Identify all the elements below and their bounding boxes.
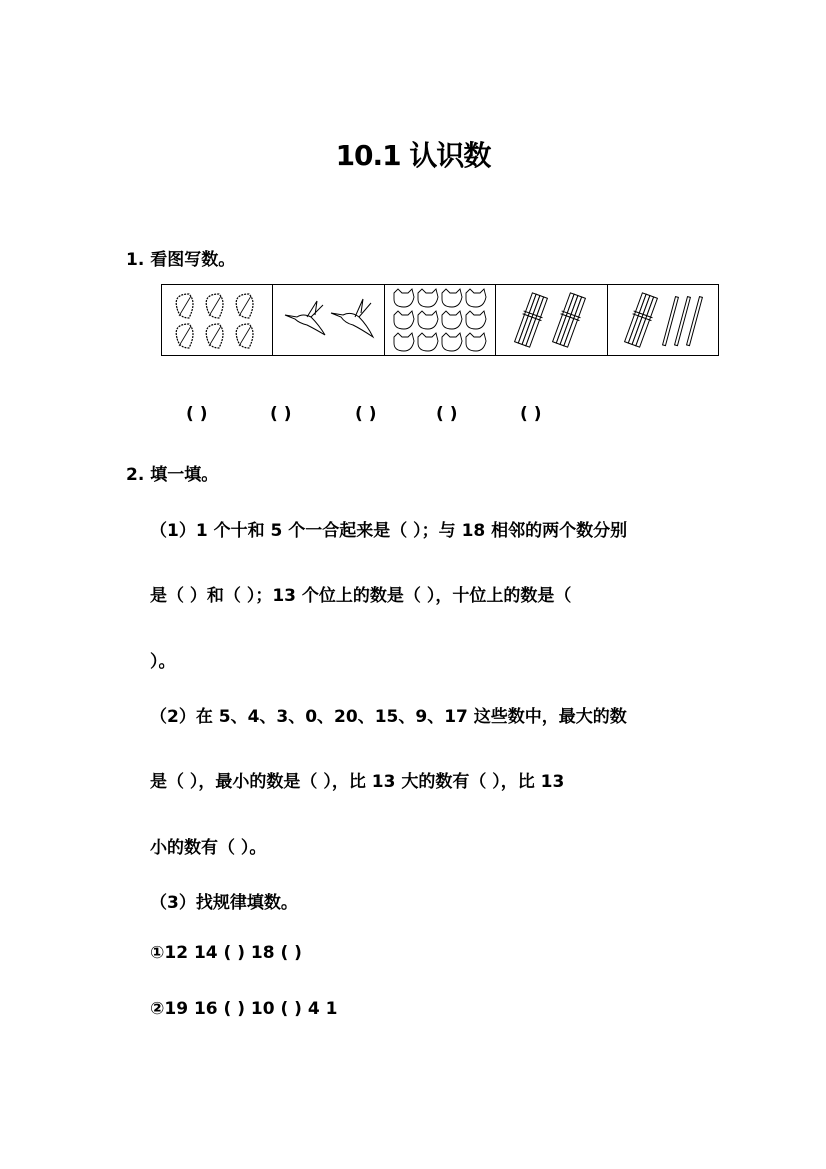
hummingbird-icon (281, 295, 377, 345)
picture-cell-bundle-sticks (608, 285, 718, 355)
page-title: 10.1 认识数 (335, 139, 491, 172)
answer-blank-2[interactable]: ( ) (270, 404, 292, 424)
q2-part2-line2: 是（ ），最小的数是（ ），比 13 大的数有（ ），比 13 (150, 772, 565, 792)
q2-sequence-2: ②19 16 ( ) 10 ( ) 4 1 (150, 999, 338, 1019)
q2-part2-line3: 小的数有（ ）。 (150, 838, 267, 858)
picture-cell-cats (385, 285, 496, 355)
q2-sequence-1: ①12 14 ( ) 18 ( ) (150, 943, 302, 963)
picture-table (161, 284, 719, 356)
q2-part1-line1: （1）1 个十和 5 个一合起来是（ ）；与 18 相邻的两个数分别 (150, 521, 628, 541)
picture-cell-bundles (496, 285, 607, 355)
leaf-icon (167, 288, 267, 352)
q2-part1-line3: ）。 (150, 652, 176, 672)
answer-blank-3[interactable]: ( ) (355, 404, 377, 424)
question-1-heading: 1. 看图写数。 (126, 250, 236, 270)
stick-bundle-with-sticks-icon (621, 290, 705, 350)
picture-cell-leaves (162, 285, 273, 355)
question-2-heading: 2. 填一填。 (126, 465, 219, 485)
q2-part3-heading: （3）找规律填数。 (150, 893, 298, 913)
q2-part2-line1: （2）在 5、4、3、0、20、15、9、17 这些数中，最大的数 (150, 707, 627, 727)
answer-blank-4[interactable]: ( ) (436, 404, 458, 424)
answer-blank-1[interactable]: ( ) (186, 404, 208, 424)
answer-blank-5[interactable]: ( ) (520, 404, 542, 424)
q2-part1-line2: 是（ ）和（ ）；13 个位上的数是（ ），十位上的数是（ (150, 586, 572, 606)
stick-bundle-icon (511, 290, 591, 350)
cat-icon (390, 287, 490, 353)
picture-cell-birds (273, 285, 384, 355)
